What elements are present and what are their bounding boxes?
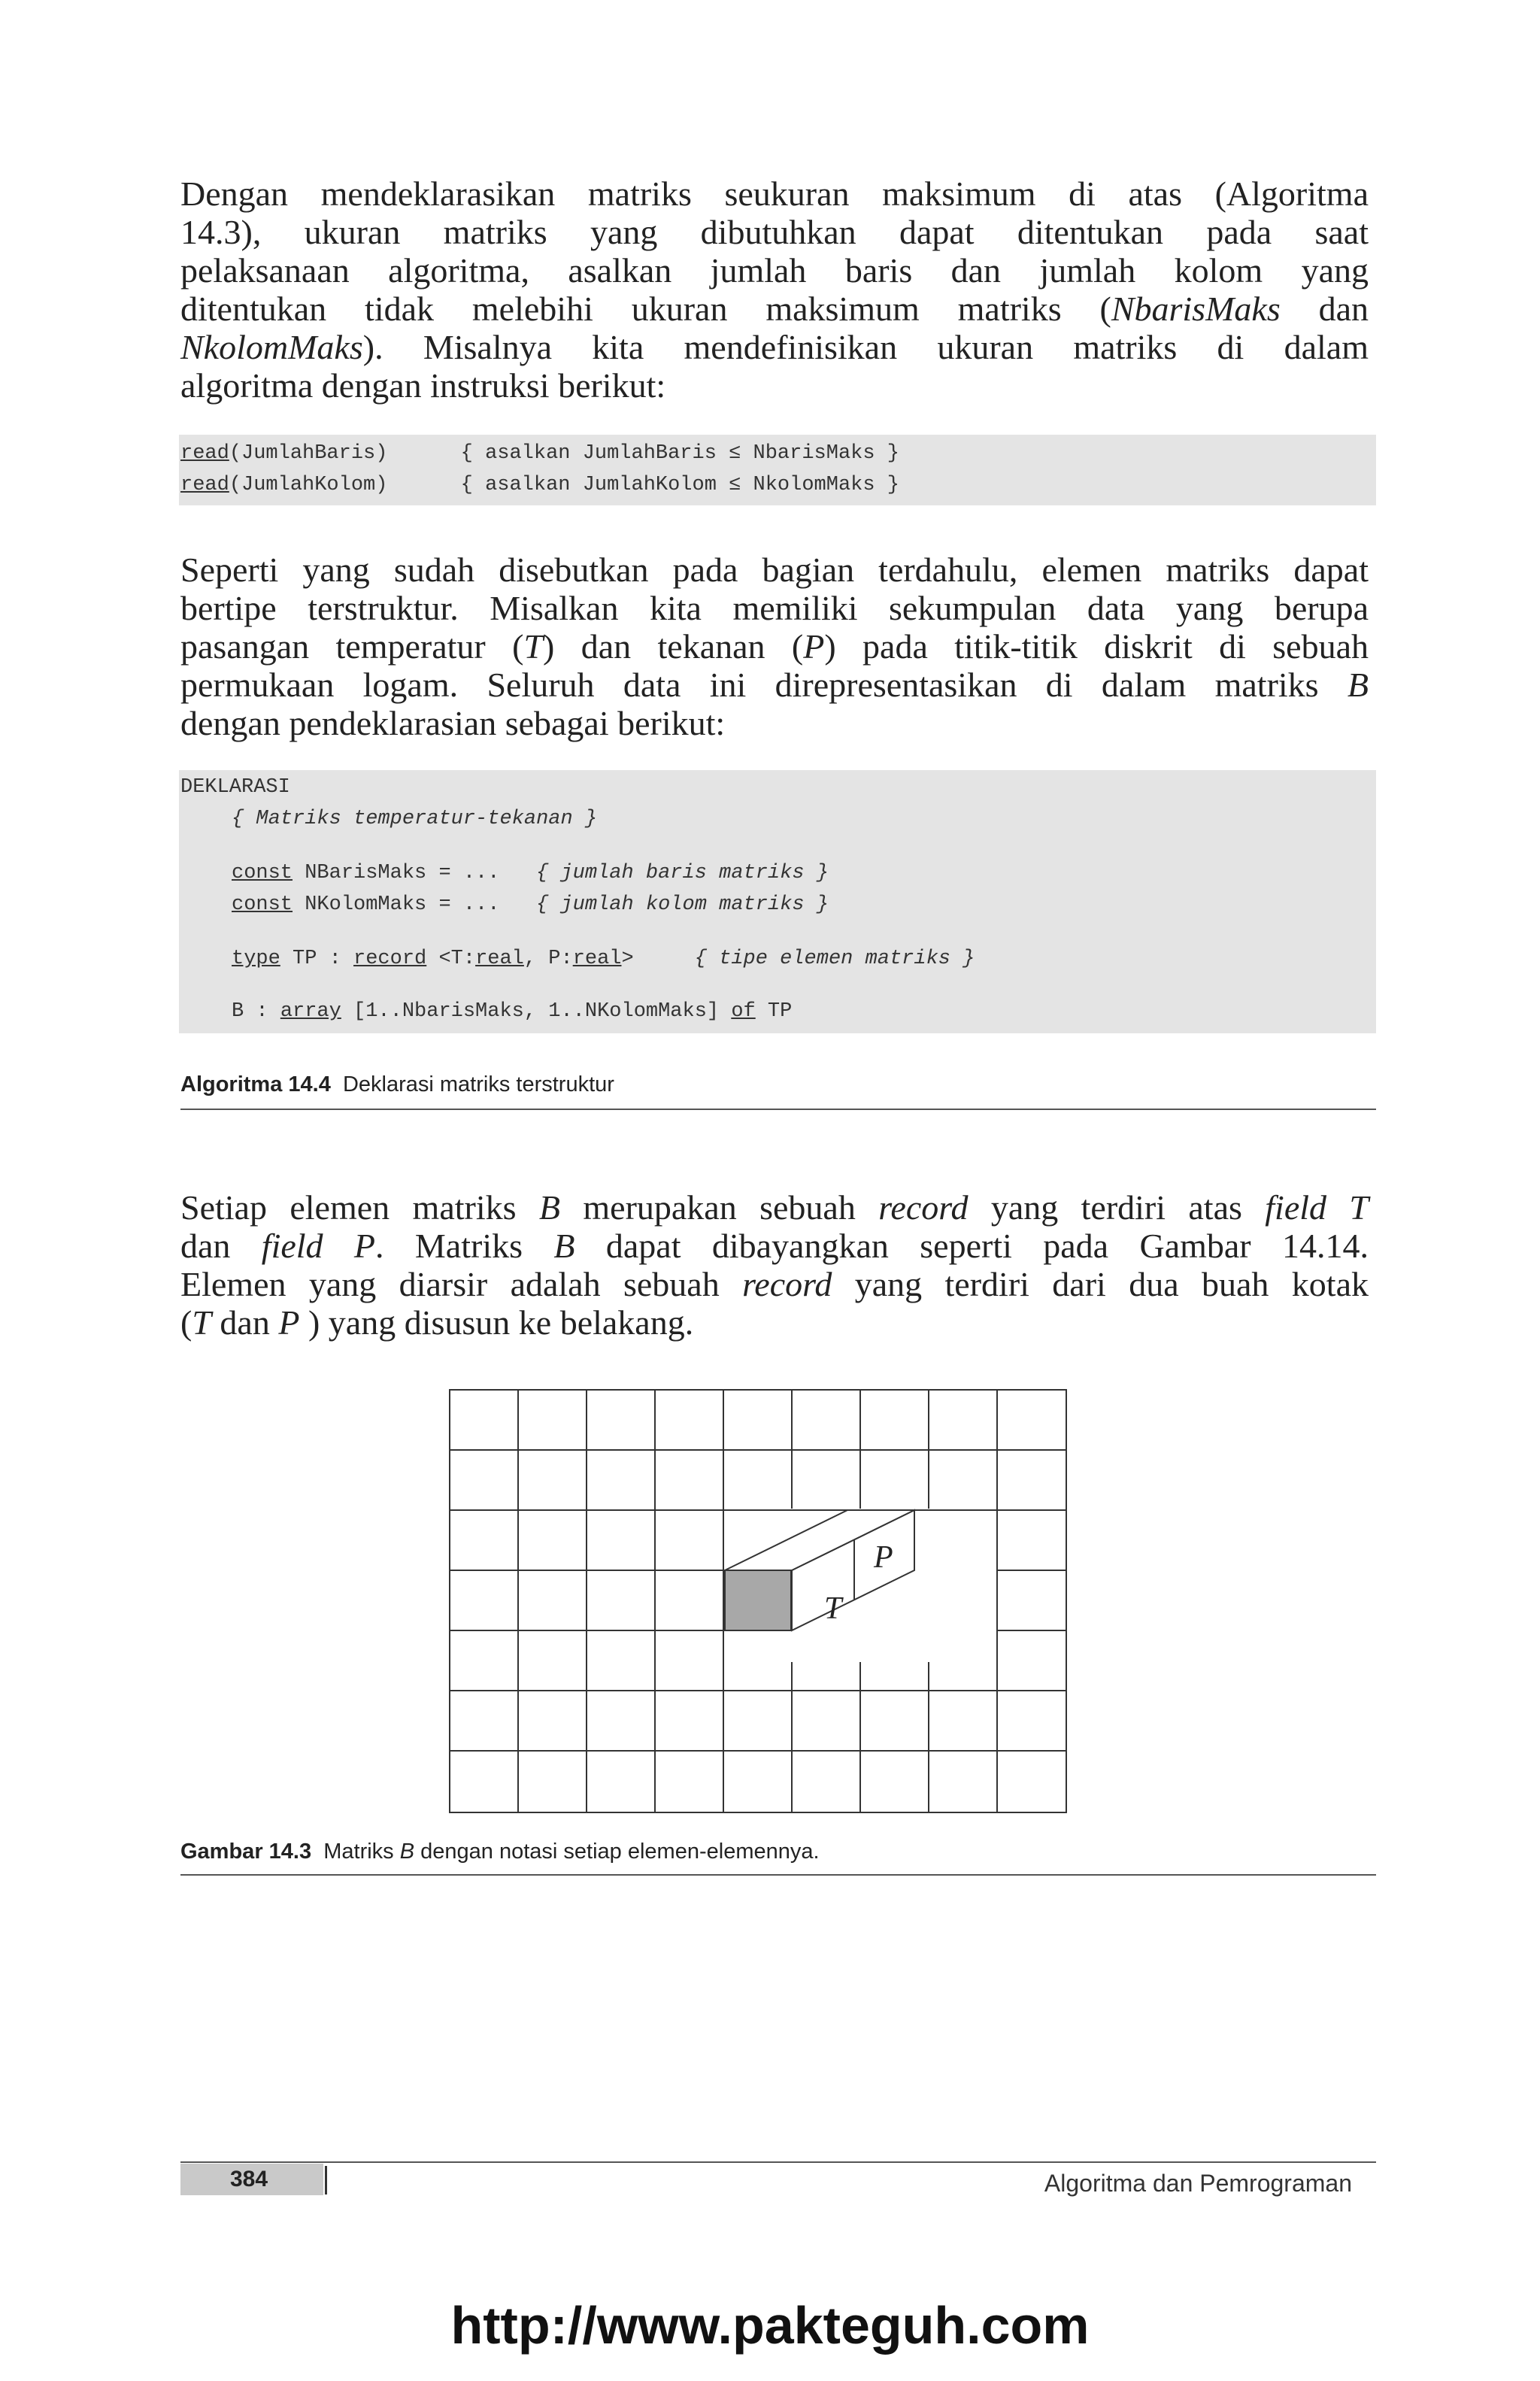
code-line: B : array [1..NbarisMaks, 1..NKolomMaks] of TP [232, 1000, 793, 1023]
book-title: Algoritma dan Pemrograman [1044, 2170, 1352, 2197]
figure-caption: Gambar 14.3 Matriks B dengan notasi setiap elemen-elemennya. [180, 1840, 820, 1864]
text-line: Seperti yang sudah disebutkan pada bagian terdahulu, elemen matriks dapat [180, 551, 1369, 589]
code-line: read(JumlahBaris) { asalkan JumlahBaris ≤ NbarisMaks } [180, 442, 899, 465]
text-line: NkolomMaks). Misalnya kita mendefinisikan ukuran matriks di dalam [180, 328, 1369, 366]
page-number: 384 [180, 2164, 323, 2195]
text-line: pelaksanaan algoritma, asalkan jumlah baris dan jumlah kolom yang [180, 251, 1369, 290]
code-line: type TP : record <T:real, P:real> { tipe elemen matriks } [232, 948, 975, 970]
code-line: const NKolomMaks = ... { jumlah kolom matriks } [232, 893, 829, 916]
caption-divider [180, 1109, 1376, 1110]
footer-rule [180, 2161, 1376, 2163]
caption-divider [180, 1874, 1376, 1876]
code-comment: { Matriks temperatur-tekanan } [232, 808, 598, 830]
paragraph-structured [180, 551, 1369, 742]
text-line: Setiap elemen matriks B merupakan sebuah record yang terdiri atas field T [180, 1188, 1369, 1227]
code-line: const NBarisMaks = ... { jumlah baris matriks } [232, 862, 829, 884]
algorithm-caption: Algoritma 14.4 Deklarasi matriks terstruktur [180, 1072, 614, 1096]
text-line: algoritma dengan instruksi berikut: [180, 366, 666, 405]
code-line: DEKLARASI [180, 776, 290, 799]
text-line: 14.3), ukuran matriks yang dibutuhkan dapat ditentukan pada saat [180, 213, 1369, 251]
code-block-declaration [179, 770, 1376, 1033]
text-line: ditentukan tidak melebihi ukuran maksimum matriks (NbarisMaks dan [180, 290, 1369, 328]
text-line: pasangan temperatur (T) dan tekanan (P) pada titik-titik diskrit di sebuah [180, 627, 1369, 666]
text-line: dengan pendeklarasian sebagai berikut: [180, 704, 726, 742]
label-p: P [874, 1540, 893, 1575]
watermark-url: http://www.pakteguh.com [450, 2296, 1090, 2355]
matrix-figure [448, 1388, 1072, 1817]
paragraph-intro [180, 174, 1369, 405]
text-line: permukaan logam. Seluruh data ini direpresentasikan di dalam matriks B [180, 666, 1369, 704]
code-line: read(JumlahKolom) { asalkan JumlahKolom ≤ NkolomMaks } [180, 474, 899, 496]
text-line: Elemen yang diarsir adalah sebuah record yang terdiri dari dua buah kotak [180, 1265, 1369, 1303]
text-line: (T dan P ) yang disusun ke belakang. [180, 1303, 694, 1342]
text-line: Dengan mendeklarasikan matriks seukuran maksimum di atas (Algoritma [180, 174, 1369, 213]
code-block-read [179, 435, 1376, 505]
label-t: T [824, 1591, 842, 1626]
shaded-record-cell [725, 1570, 791, 1630]
footer-separator [325, 2166, 327, 2194]
paragraph-record [180, 1188, 1369, 1342]
text-line: dan field P. Matriks B dapat dibayangkan seperti pada Gambar 14.14. [180, 1227, 1369, 1265]
text-line: bertipe terstruktur. Misalkan kita memiliki sekumpulan data yang berupa [180, 589, 1369, 627]
